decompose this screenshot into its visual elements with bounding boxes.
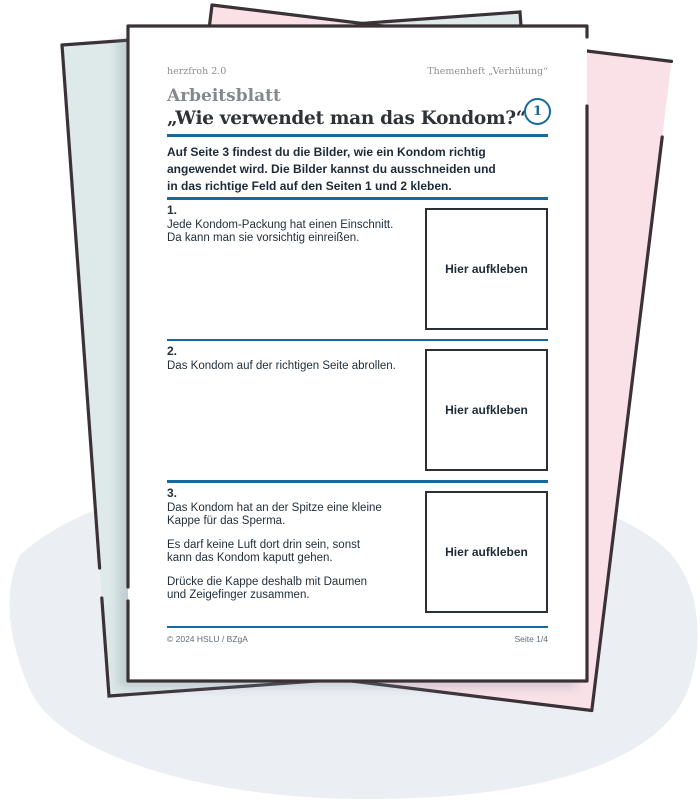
paste-here-label: Hier aufkleben [445, 544, 528, 559]
step-line: Jede Kondom-Packung hat einen Einschnitt. [167, 218, 394, 231]
step-line: Das Kondom hat an der Spitze eine kleine [167, 501, 382, 514]
booklet-text: Themenheft „Verhütung“ [427, 66, 548, 77]
page-title: „Wie verwendet man das Kondom?“ [167, 108, 527, 129]
step-number: 3. [167, 485, 178, 500]
copyright-text: © 2024 HSLU / BZgA [167, 633, 248, 644]
worksheet-page [128, 26, 587, 681]
worksheet-step-1 [167, 200, 548, 330]
step-2-text [167, 341, 425, 373]
step-line: und Zeigefinger zusammen. [167, 588, 310, 601]
intro-line: angewendet wird. Die Bilder kannst du ausschneiden und [167, 162, 496, 176]
paste-here-box-1 [425, 208, 548, 330]
intro-line: in das richtige Feld auf den Seiten 1 und 2 kleben. [167, 179, 452, 193]
step-number: 2. [167, 344, 178, 358]
intro-paragraph [167, 144, 548, 195]
intro-line: Auf Seite 3 findest du die Bilder, wie ein Kondom richtig [167, 145, 486, 159]
footer-rule [167, 626, 548, 628]
step-line: Kappe für das Sperma. [167, 514, 286, 527]
kicker: Arbeitsblatt [167, 86, 281, 106]
page-header [167, 66, 548, 78]
step-line: Das Kondom auf der richtigen Seite abrollen. [167, 360, 396, 372]
step-line: Da kann man sie vorsichtig einreißen. [167, 231, 360, 244]
step-line: Drücke die Kappe deshalb mit Daumen [167, 575, 368, 588]
page-number-badge: 1 [524, 98, 551, 125]
brand-text: herzfroh 2.0 [167, 66, 227, 77]
step-line [167, 565, 417, 576]
paste-here-box-2 [425, 349, 548, 471]
step-number: 1. [167, 202, 178, 217]
step-line: kann das Kondom kaputt gehen. [167, 551, 333, 564]
worksheet-step-2 [167, 341, 548, 471]
worksheet-step-3 [167, 483, 548, 613]
paste-here-box-3 [425, 491, 548, 613]
step-1-text [167, 200, 425, 245]
step-line: Es darf keine Luft dort drin sein, sonst [167, 538, 361, 551]
title-rule [167, 134, 548, 137]
step-3-text [167, 483, 425, 602]
page-footer [167, 634, 548, 645]
paste-here-label: Hier aufkleben [445, 403, 528, 417]
paste-here-label: Hier aufkleben [445, 261, 528, 276]
page-count-text: Seite 1/4 [514, 633, 548, 644]
step-line [167, 528, 417, 539]
